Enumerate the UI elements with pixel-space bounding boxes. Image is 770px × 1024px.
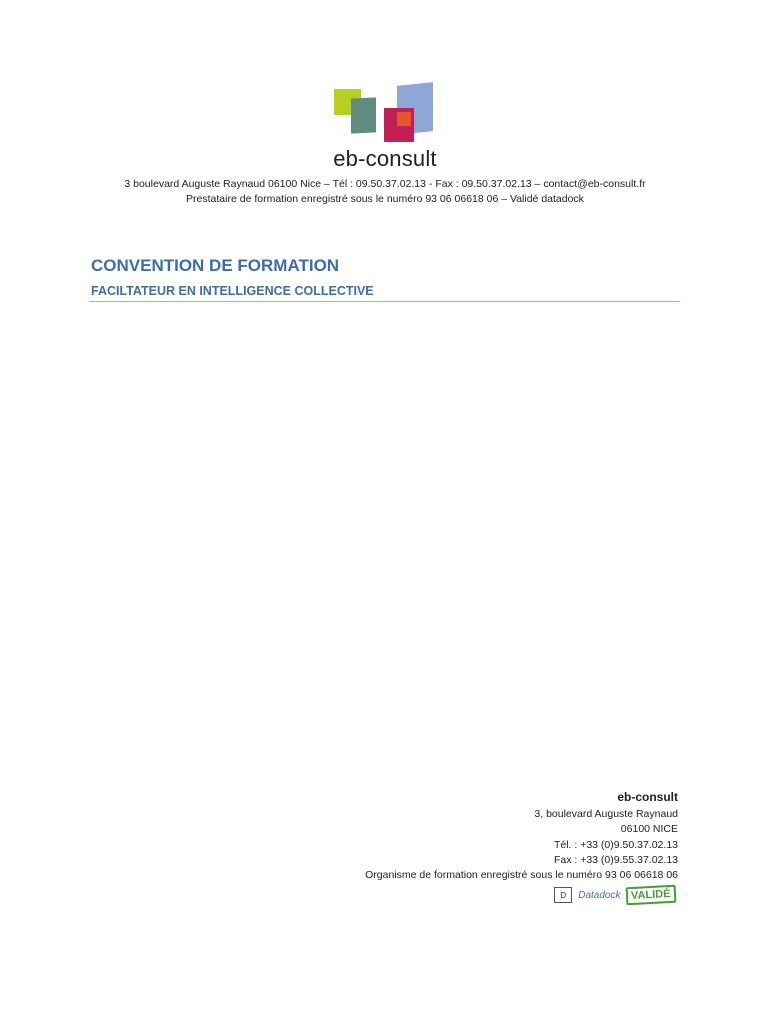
footer-phone: Tél. : +33 (0)9.50.37.02.13 (553, 838, 678, 851)
eb-consult-logo (333, 84, 435, 144)
footer-fax: Fax : +33 (0)9.55.37.02.13 (553, 853, 678, 866)
footer-registration: Organisme de formation enregistré sous le numéro 93 06 06618 06 (365, 869, 678, 882)
header-registration: Prestataire de formation enregistré sous le numéro 93 06 06618 06 – Validé datadock (186, 193, 584, 205)
logo-teal-square (351, 97, 376, 133)
footer-company: eb-consult (617, 790, 678, 804)
datadock-icon: D (554, 887, 572, 903)
datadock-label: Datadock (578, 889, 621, 901)
footer-city: 06100 NICE (620, 823, 678, 836)
document-title: CONVENTION DE FORMATION (91, 256, 340, 275)
logo-orange-square (397, 112, 411, 126)
datadock-badge (554, 884, 676, 906)
title-divider (89, 301, 680, 302)
valide-stamp: VALIDÉ (626, 885, 676, 906)
brand-name: eb-consult (333, 146, 437, 171)
footer-contact-block (365, 790, 678, 883)
header-address: 3 boulevard Auguste Raynaud 06100 Nice – Tél : 09.50.37.02.13 - Fax : 09.50.37.02.13 – contact@eb-consult.fr (124, 178, 646, 190)
document-subtitle: FACILTATEUR EN INTELLIGENCE COLLECTIVE (91, 284, 374, 298)
footer-street: 3, boulevard Auguste Raynaud (534, 808, 678, 821)
